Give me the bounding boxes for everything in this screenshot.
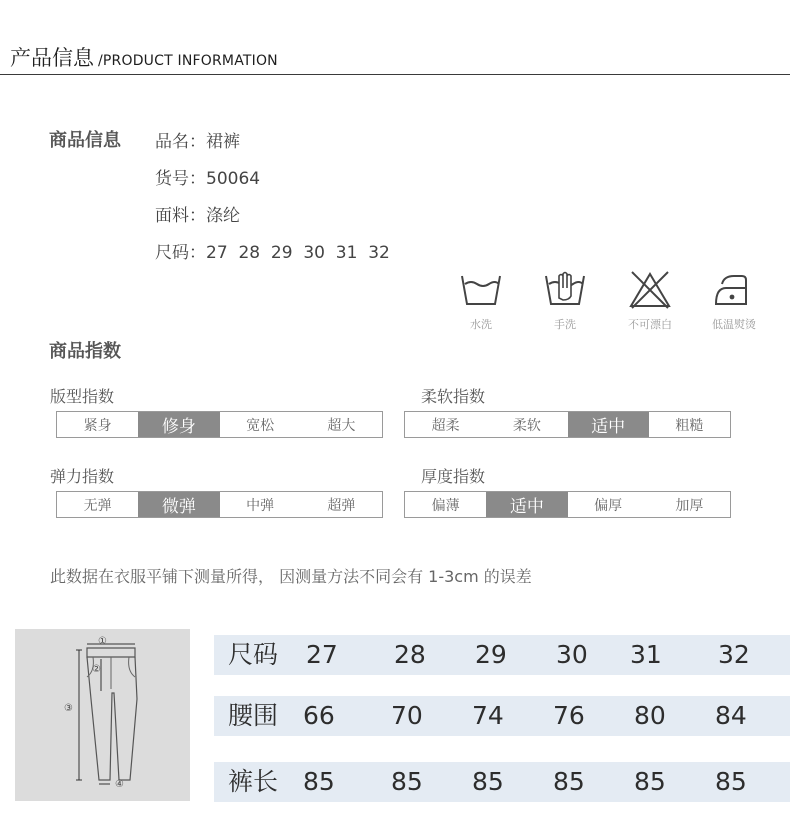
size-table-cell: 84 [715,701,747,730]
size-table-cell: 74 [472,701,504,730]
diagram-marker-2: ② [92,664,101,675]
index-option: 适中 [568,412,649,437]
header-title-cn: 产品信息 [10,46,94,70]
low-iron-icon [712,270,756,310]
size-table-row-waist [214,696,790,736]
size-table-row-length [214,762,790,802]
no-bleach-icon [628,270,672,310]
pants-measure-diagram [15,629,190,801]
index-option: 中弹 [246,497,275,514]
care-label: 低温熨烫 [712,318,756,331]
index-bar-elasticity [56,491,383,518]
index-title-elasticity: 弹力指数 [50,467,115,486]
info-key: 尺码： [155,243,206,263]
info-row-sku [155,164,260,189]
care-item-low-iron [704,270,764,332]
pants-outline-icon [15,629,190,801]
diagram-marker-3: ③ [64,703,73,714]
size-table-cell: 76 [553,701,585,730]
size-table-row-label: 裤长 [228,767,279,796]
care-label: 不可漂白 [628,318,672,331]
info-value: 涤纶 [206,206,240,226]
size-table-cell: 80 [634,701,666,730]
index-option: 粗糙 [675,417,704,434]
care-item-handwash [535,270,595,332]
index-bar-fit [56,411,383,438]
wash-tub-icon [459,270,503,310]
size-table-row-label: 尺码 [228,640,279,669]
care-label: 手洗 [554,318,576,331]
diagram-marker-4: ④ [115,779,124,790]
index-title-fit: 版型指数 [50,387,115,406]
size-table-cell: 85 [553,767,585,796]
index-option: 超柔 [431,417,460,434]
size-table-cell: 29 [475,640,507,669]
page-header [10,42,278,70]
size-table-cell: 85 [472,767,504,796]
size-table-cell: 85 [634,767,666,796]
index-option: 偏厚 [594,497,623,514]
care-item-no-bleach [620,270,680,332]
header-title-en: /PRODUCT INFORMATION [98,53,278,69]
index-section-title: 商品指数 [49,341,121,362]
size-table-cell: 85 [715,767,747,796]
size-table-cell: 30 [556,640,588,669]
header-divider [0,74,790,75]
hand-wash-icon [543,270,587,310]
size-table-cell: 27 [306,640,338,669]
index-option: 超弹 [327,497,356,514]
info-value: 27 28 29 30 31 32 [206,243,390,263]
info-row-sizes [155,238,390,263]
info-key: 货号： [155,169,206,189]
index-bar-softness [404,411,731,438]
info-section-title: 商品信息 [49,130,121,151]
index-option: 紧身 [83,417,112,434]
size-table-cell: 70 [391,701,423,730]
index-title-softness: 柔软指数 [421,387,486,406]
size-table-cell: 85 [391,767,423,796]
diagram-marker-1: ① [98,636,107,647]
index-option: 微弹 [138,492,219,517]
index-option: 加厚 [675,497,704,514]
index-option: 适中 [486,492,567,517]
index-title-thickness: 厚度指数 [421,467,486,486]
info-value: 50064 [206,169,261,189]
index-option: 超大 [327,417,356,434]
index-option: 柔软 [512,417,541,434]
care-item-wash [451,270,511,332]
size-table-cell: 66 [303,701,335,730]
size-table-cell: 32 [718,640,750,669]
measurement-note: 此数据在衣服平铺下测量所得， 因测量方法不同会有 1-3cm 的误差 [50,567,532,586]
info-row-name [155,127,240,152]
index-option: 宽松 [246,417,275,434]
info-key: 品名： [155,132,206,152]
care-label: 水洗 [470,318,492,331]
size-table-cell: 31 [630,640,662,669]
size-table-row-size [214,635,790,675]
size-table-cell: 28 [394,640,426,669]
index-option: 偏薄 [431,497,460,514]
index-bar-thickness [404,491,731,518]
info-value: 裙裤 [206,132,240,152]
size-table-cell: 85 [303,767,335,796]
info-key: 面料： [155,206,206,226]
info-row-fabric [155,201,240,226]
index-option: 无弹 [83,497,112,514]
size-table-row-label: 腰围 [228,701,279,730]
index-option: 修身 [138,412,219,437]
